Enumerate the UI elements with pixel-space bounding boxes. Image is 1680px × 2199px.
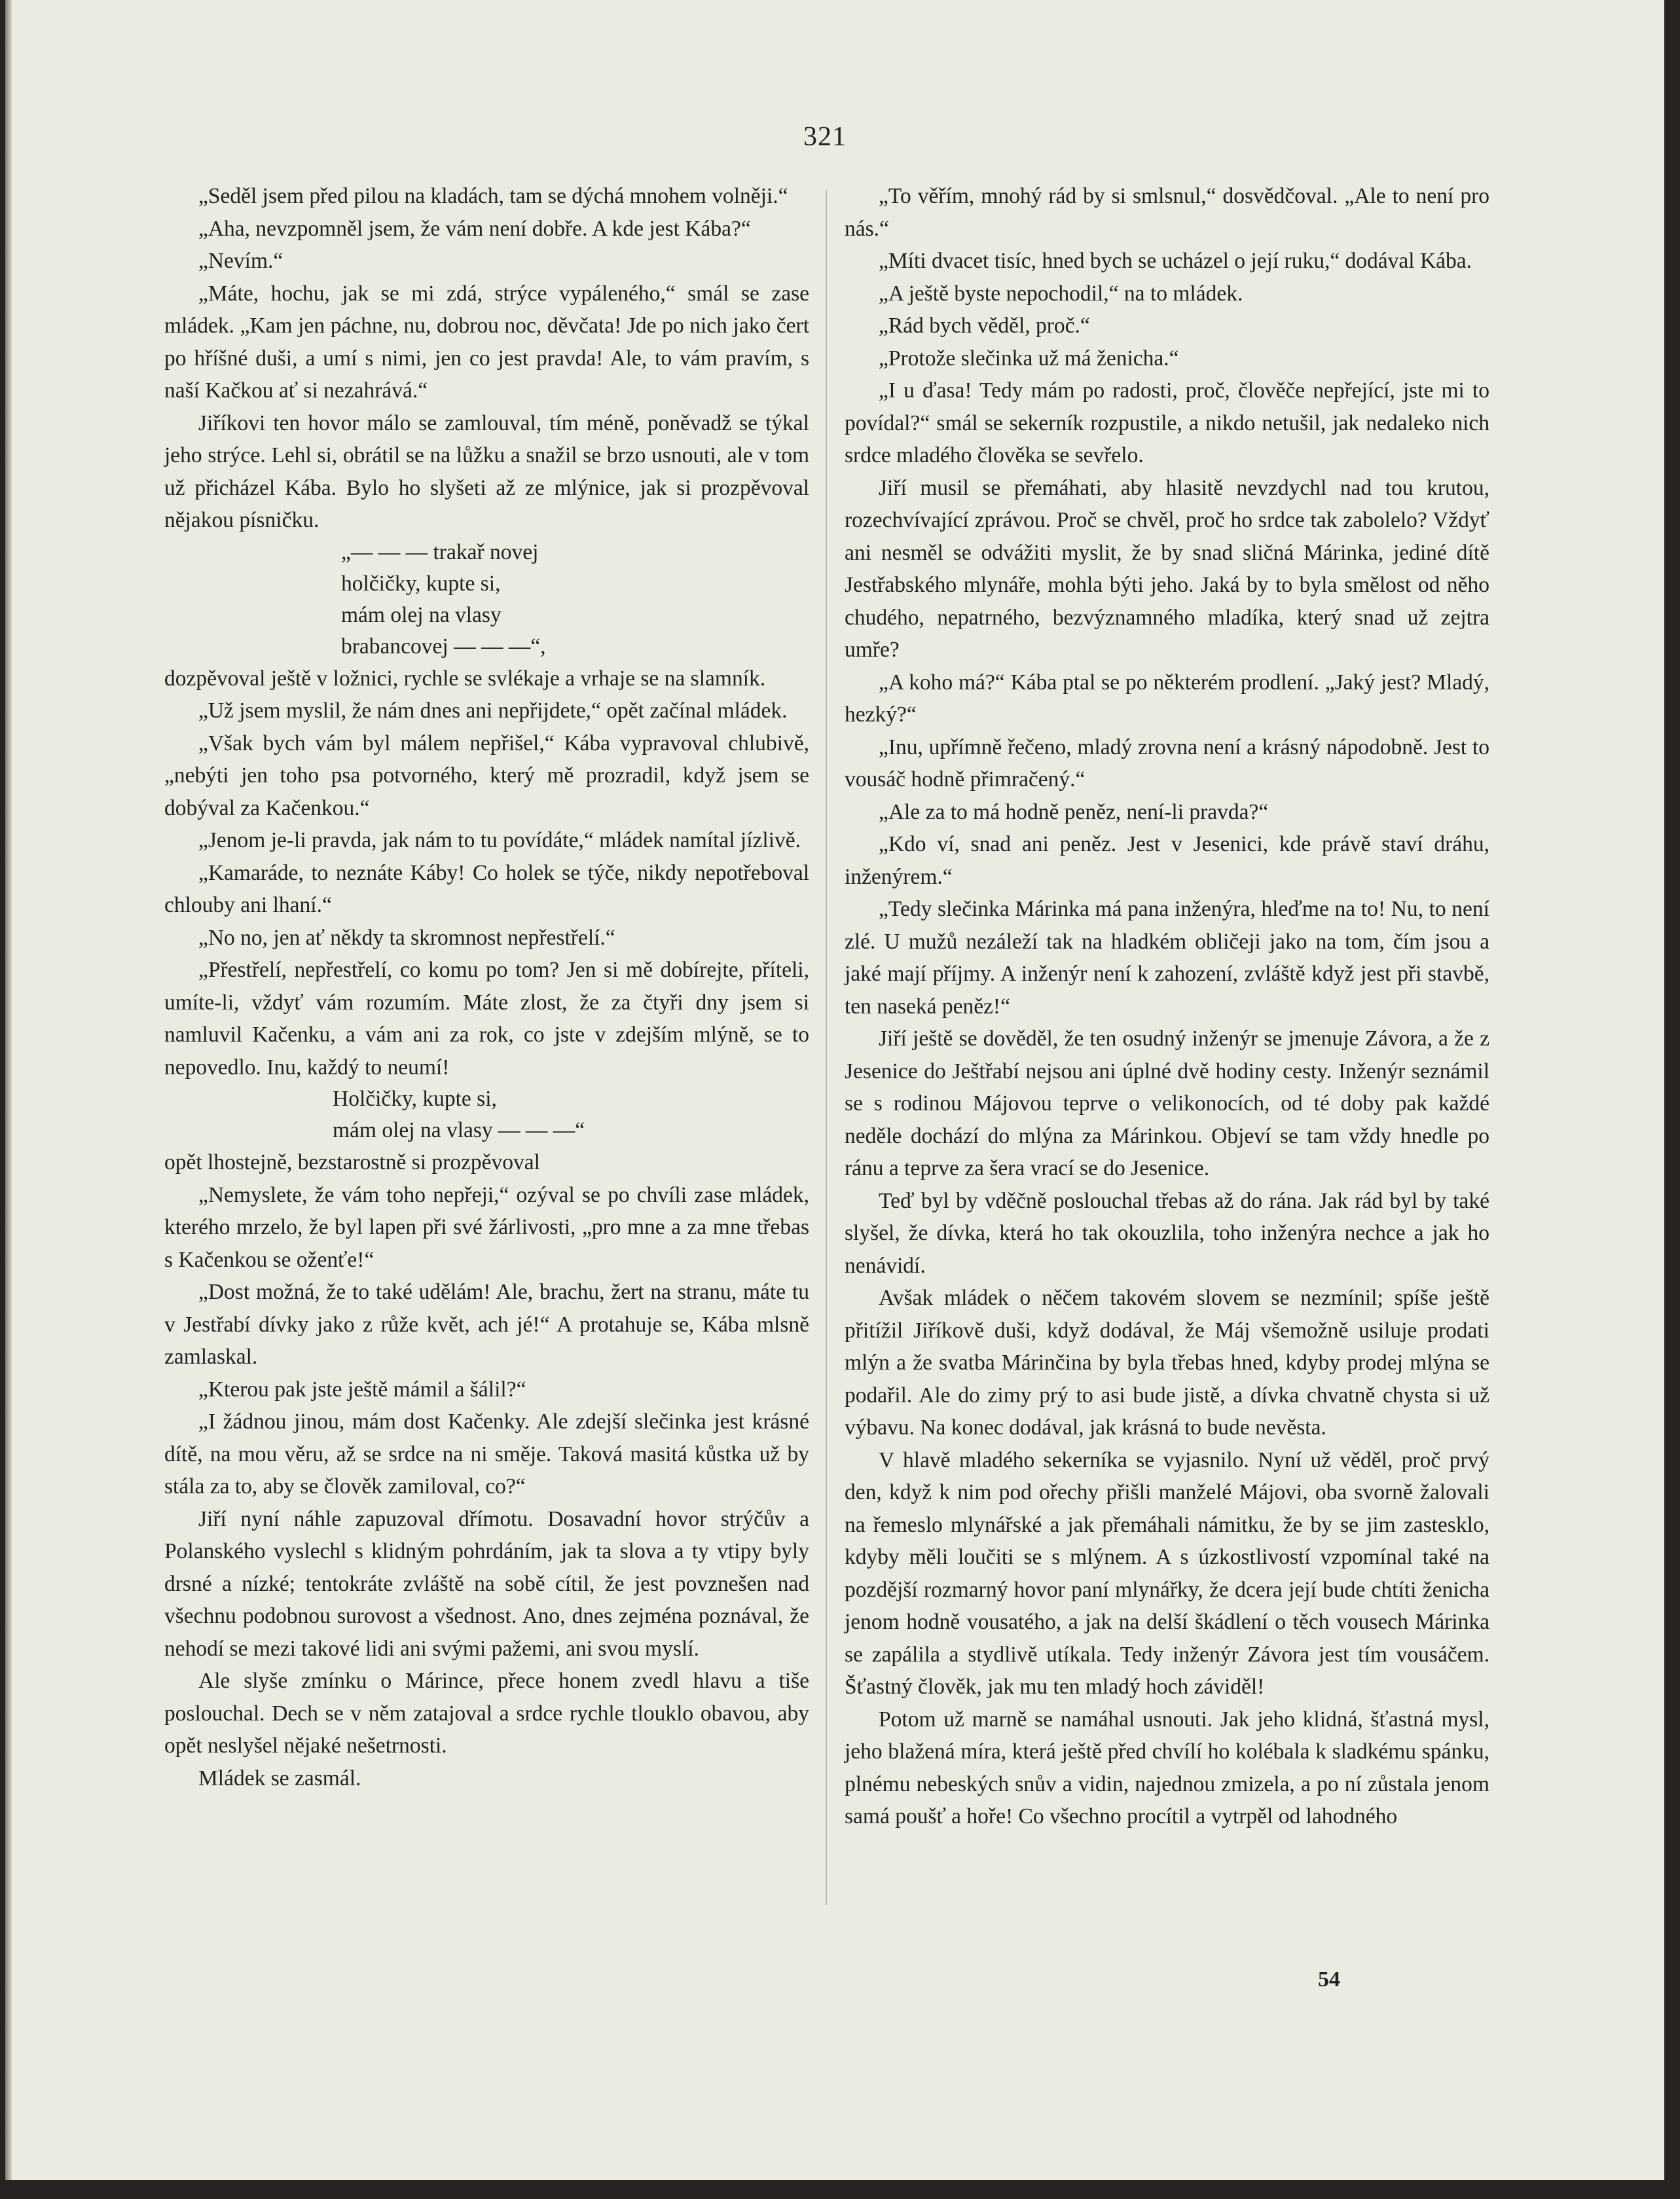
printer-signature-mark: 54 (1318, 1967, 1340, 1991)
paragraph: „Kdo ví, snad ani peněz. Jest v Jesenici, kde právě staví dráhu, inženýrem.“ (845, 832, 1489, 889)
paragraph: dozpěvoval ještě v ložnici, rychle se svlékaje a vrhaje se na slamník. (164, 666, 766, 691)
paragraph: „To věřím, mnohý rád by si smlsnul,“ dosvědčoval. „Ale to není pro nás.“ (845, 184, 1489, 241)
paragraph: „Protože slečinka už má ženicha.“ (879, 346, 1179, 371)
paragraph: „Už jsem myslil, že nám dnes ani nepřijdete,“ opět začínal mládek. (198, 699, 788, 723)
paragraph: „I u ďasa! Tedy mám po radosti, proč, člověče nepřející, jste mi to povídal?“ smál se sekerník rozpustile, a nikdo netušil, jak nedaleko nich srdce mladého člověka se sevřelo. (845, 378, 1489, 467)
paragraph: „Nevím.“ (198, 249, 283, 273)
paragraph: „Ale za to má hodně peněz, není-li pravda?“ (879, 799, 1269, 824)
left-column (164, 180, 809, 1794)
paragraph: „A ještě byste nepochodil,“ na to mládek. (879, 281, 1243, 306)
song-verse: Holčičky, kupte si, mám olej na vlasy — — —“ (333, 1087, 585, 1142)
column-divider (826, 190, 827, 1905)
paragraph: „Seděl jsem před pilou na kladách, tam se dýchá mnohem volněji.“ (198, 184, 788, 208)
page-number: 321 (803, 122, 847, 152)
paragraph: „Rád bych věděl, proč.“ (879, 314, 1090, 338)
paragraph: Potom už marně se namáhal usnouti. Jak jeho klidná, šťastná mysl, jeho blažená míra, která ještě před chvílí ho kolébala k sladkému spánku, plnému nebeských snův a vidin, najednou zmizela, a po ní zůstala jenom samá poušť a hoře! Co všechno procítil a vytrpěl od lahodného (845, 1707, 1489, 1828)
paragraph: „I žádnou jinou, mám dost Kačenky. Ale zdejší slečinka jest krásné dítě, na mou věru, až se srdce na ni směje. Taková masitá kůstka už by stála za to, aby se člověk zamiloval, co?“ (164, 1409, 809, 1499)
paragraph: „Kamaráde, to neznáte Káby! Co holek se týče, nikdy nepotřeboval chlouby ani lhaní.“ (164, 860, 809, 917)
paragraph: Jiří ještě se dověděl, že ten osudný inženýr se jmenuje Závora, a že z Jesenice do Ještřabí nejsou ani úplné dvě hodiny cesty. Inženýr seznámil se s rodinou Májovou teprve o velikonocích, od té doby pak každé neděle dochází do mlýna za Márinkou. Objeví se tam vždy hnedle po ránu a teprve za šera vrací se do Jesenice. (845, 1027, 1489, 1180)
paragraph: „Inu, upřímně řečeno, mladý zrovna není a krásný nápodobně. Jest to vousáč hodně přimračený.“ (845, 735, 1489, 791)
paragraph: Jiříkovi ten hovor málo se zamlouval, tím méně, poněvadž se týkal jeho strýce. Lehl si, obrátil se na lůžku a snažil se brzo usnouti, ale v tom už přicházel Kába. Bylo ho slyšeti až ze mlýnice, jak si prozpěvoval nějakou písničku. (164, 410, 809, 532)
paragraph: „A koho má?“ Kába ptal se po některém prodlení. „Jaký jest? Mladý, hezký?“ (845, 670, 1489, 727)
paragraph: Mládek se zasmál. (198, 1766, 361, 1790)
paragraph: „Kterou pak jste ještě mámil a šálil?“ (198, 1377, 526, 1402)
paragraph: Jiří nyní náhle zapuzoval dřímotu. Dosavadní hovor strýčův a Polanského vyslechl s klidným pohrdáním, jak ta slova a ty vtipy byly drsné a nízké; tentokráte zvláště na sobě cítil, že jest povznešen nad všechnu podobnou surovost a všednost. Ano, dnes zejména poznával, že nehodí se mezi takové lidi ani svými pažemi, ani svou myslí. (164, 1506, 809, 1661)
paragraph: „Však bych vám byl málem nepřišel,“ Kába vypravoval chlubivě, „nebýti jen toho psa potvorného, který mě prozradil, když jsem se dobýval za Kačenkou.“ (164, 731, 809, 820)
paragraph: Teď byl by vděčně poslouchal třebas až do rána. Jak rád byl by také slyšel, že dívka, která ho tak okouzlila, toho inženýra nechce a jak ho nenávidí. (845, 1188, 1489, 1278)
paragraph: Ale slyše zmínku o Márince, přece honem zvedl hlavu a tiše poslouchal. Dech se v něm zatajoval a srdce rychle tlouklo obavou, aby opět neslyšel nějaké nešetrnosti. (164, 1669, 809, 1758)
paragraph: Avšak mládek o něčem takovém slovem se nezmínil; spíše ještě přitížil Jiříkově duši, když dodával, že Máj všemožně usiluje prodati mlýn a že svatba Márinčina by byla třebas hned, kdyby prodej mlýna se podařil. Ale do zimy prý to asi bude jistě, a dívka chvatně chysta si už výbavu. Na konec dodával, jak krásná to bude nevěsta. (845, 1286, 1489, 1440)
paragraph: „No no, jen ať někdy ta skromnost nepřestřelí.“ (198, 925, 615, 950)
paragraph: „Tedy slečinka Márinka má pana inženýra, hleďme na to! Nu, to není zlé. U mužů nezáleží tak na hladkém obličeji jako na tom, čím jsou a jaké mají příjmy. A inženýr není k zahození, zvláště když jest při stavbě, ten naseká peněz!“ (845, 897, 1489, 1019)
paragraph: „Máte, hochu, jak se mi zdá, strýce vypáleného,“ smál se zase mládek. „Kam jen páchne, nu, dobrou noc, děvčata! Jde po nich jako čert po hříšné duši, a umí s nimi, jen co jest pravda! Ale, to vám pravím, s naší Kačkou ať si nezahrává.“ (164, 281, 809, 403)
paragraph: „Nemyslete, že vám toho nepřeji,“ ozýval se po chvíli zase mládek, kterého mrzelo, že byl lapen při své žárlivosti, „pro mne a za mne třebas s Kačenkou se oženťe!“ (164, 1182, 809, 1272)
paragraph: „Dost možná, že to také udělám! Ale, brachu, žert na stranu, máte tu v Jestřabí dívky jako z růže květ, ach jé!“ A protahuje se, Kába mlsně zamlaskal. (164, 1280, 809, 1369)
paragraph: „Přestřelí, nepřestřelí, co komu po tom? Jen si mě dobírejte, příteli, umíte-li, vždyť vám rozumím. Máte zlost, že za čtyři dny jsem si namluvil Kačenku, a vám ani za rok, co jste v zdejším mlýně, se to nepovedlo. Inu, každý to neumí! (164, 958, 809, 1080)
song-verse: „— — — trakař novej holčičky, kupte si, mám olej na vlasy brabancovej — — —“, (341, 539, 546, 659)
book-page (5, 0, 1664, 2180)
paragraph: „Míti dvacet tisíc, hned bych se ucházel o její ruku,“ dodával Kába. (879, 249, 1472, 273)
right-column (845, 180, 1489, 1833)
paragraph: opět lhostejně, bezstarostně si prozpěvoval (164, 1150, 540, 1174)
paragraph: „Aha, nevzpomněl jsem, že vám není dobře. A kde jest Kába?“ (198, 216, 751, 241)
paragraph: „Jenom je-li pravda, jak nám to tu povídáte,“ mládek namítal jízlivě. (198, 828, 801, 852)
paragraph: Jiří musil se přemáhati, aby hlasitě nevzdychl nad tou krutou, rozechvívající zprávou. Proč se chvěl, proč ho srdce tak zabolelo? Vždyť ani nesměl se odvážiti myslit, že by snad sličná Márinka, jediné dítě Jestřabského mlynáře, mohla býti jeho. Jaká by to byla smělost od něho chudého, nepatrného, bezvýznamného mladíka, který snad už zejtra umře? (845, 475, 1489, 662)
paragraph: V hlavě mladého sekerníka se vyjasnilo. Nyní už věděl, proč prvý den, když k nim pod ořechy přišli manželé Májovi, oba svorně žalovali na řemeslo mlynářské a jak přemáhali námitku, že by se jim zastesklo, kdyby měli loučiti se s mlýnem. A s úzkostlivostí vzpomínal také na pozdější rozmarný hovor paní mlynářky, že dcera její bude chtíti ženicha jenom hodně vousatého, a jak na delší škádlení o těch vousech Márinka se zapálila a stydlivě utíkala. Tedy inženýr Závora jest tím vousáčem. Šťastný člověk, jak mu ten mladý hoch záviděl! (845, 1447, 1489, 1699)
